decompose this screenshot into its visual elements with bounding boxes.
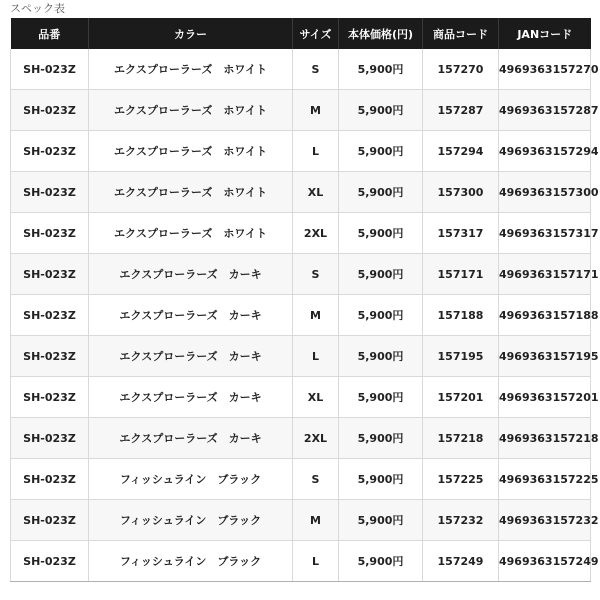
header-product-code: 商品コード [423,18,499,49]
cell-jan-code: 4969363157270 [499,49,591,90]
header-row [11,18,591,49]
cell-jan-code: 4969363157188 [499,295,591,336]
cell-color: エクスプローラーズ カーキ [89,254,293,295]
cell-color: エクスプローラーズ ホワイト [89,90,293,131]
cell-price: 5,900円 [339,172,423,213]
table-row [11,254,591,295]
cell-model: SH-023Z [11,541,89,582]
cell-model: SH-023Z [11,131,89,172]
cell-product-code: 157300 [423,172,499,213]
cell-price: 5,900円 [339,336,423,377]
cell-size: S [293,459,339,500]
cell-size: L [293,541,339,582]
cell-size: S [293,254,339,295]
cell-product-code: 157287 [423,90,499,131]
cell-size: M [293,90,339,131]
cell-product-code: 157317 [423,213,499,254]
cell-price: 5,900円 [339,377,423,418]
cell-model: SH-023Z [11,377,89,418]
cell-size: XL [293,172,339,213]
spec-table-header [11,18,591,49]
cell-model: SH-023Z [11,500,89,541]
table-row [11,295,591,336]
cell-product-code: 157249 [423,541,499,582]
cell-price: 5,900円 [339,500,423,541]
table-row [11,172,591,213]
cell-size: S [293,49,339,90]
cell-price: 5,900円 [339,459,423,500]
table-row [11,90,591,131]
cell-color: エクスプローラーズ ホワイト [89,172,293,213]
table-row [11,500,591,541]
cell-jan-code: 4969363157232 [499,500,591,541]
table-row [11,418,591,459]
cell-product-code: 157218 [423,418,499,459]
cell-jan-code: 4969363157317 [499,213,591,254]
table-row [11,377,591,418]
header-color: カラー [89,18,293,49]
cell-product-code: 157225 [423,459,499,500]
cell-size: L [293,131,339,172]
cell-model: SH-023Z [11,172,89,213]
cell-size: 2XL [293,213,339,254]
cell-price: 5,900円 [339,90,423,131]
cell-color: エクスプローラーズ カーキ [89,295,293,336]
cell-jan-code: 4969363157201 [499,377,591,418]
cell-jan-code: 4969363157287 [499,90,591,131]
spec-table-title: スペック表 [10,2,65,15]
cell-product-code: 157232 [423,500,499,541]
cell-model: SH-023Z [11,49,89,90]
table-row [11,131,591,172]
cell-jan-code: 4969363157249 [499,541,591,582]
cell-color: エクスプローラーズ ホワイト [89,213,293,254]
table-row [11,49,591,90]
cell-product-code: 157270 [423,49,499,90]
cell-product-code: 157171 [423,254,499,295]
table-row [11,336,591,377]
cell-color: フィッシュライン ブラック [89,459,293,500]
cell-jan-code: 4969363157195 [499,336,591,377]
cell-size: M [293,500,339,541]
cell-color: エクスプローラーズ カーキ [89,336,293,377]
cell-product-code: 157294 [423,131,499,172]
table-row [11,213,591,254]
cell-jan-code: 4969363157294 [499,131,591,172]
cell-size: 2XL [293,418,339,459]
cell-price: 5,900円 [339,131,423,172]
cell-jan-code: 4969363157225 [499,459,591,500]
cell-model: SH-023Z [11,254,89,295]
cell-size: L [293,336,339,377]
cell-size: M [293,295,339,336]
header-jan-code: JANコード [499,18,591,49]
cell-model: SH-023Z [11,459,89,500]
cell-color: エクスプローラーズ ホワイト [89,131,293,172]
cell-product-code: 157188 [423,295,499,336]
cell-jan-code: 4969363157300 [499,172,591,213]
cell-size: XL [293,377,339,418]
cell-model: SH-023Z [11,336,89,377]
cell-jan-code: 4969363157218 [499,418,591,459]
cell-price: 5,900円 [339,541,423,582]
table-row [11,459,591,500]
cell-price: 5,900円 [339,418,423,459]
cell-product-code: 157201 [423,377,499,418]
cell-color: フィッシュライン ブラック [89,541,293,582]
cell-color: フィッシュライン ブラック [89,500,293,541]
cell-model: SH-023Z [11,418,89,459]
spec-table [10,18,599,582]
header-size: サイズ [293,18,339,49]
table-row [11,541,591,582]
cell-price: 5,900円 [339,254,423,295]
cell-model: SH-023Z [11,295,89,336]
cell-price: 5,900円 [339,213,423,254]
cell-color: エクスプローラーズ カーキ [89,377,293,418]
cell-color: エクスプローラーズ カーキ [89,418,293,459]
cell-jan-code: 4969363157171 [499,254,591,295]
cell-price: 5,900円 [339,49,423,90]
spec-table-body [11,49,599,582]
header-model: 品番 [11,18,89,49]
cell-model: SH-023Z [11,213,89,254]
cell-product-code: 157195 [423,336,499,377]
header-price: 本体価格(円) [339,18,423,49]
cell-model: SH-023Z [11,90,89,131]
cell-color: エクスプローラーズ ホワイト [89,49,293,90]
cell-price: 5,900円 [339,295,423,336]
